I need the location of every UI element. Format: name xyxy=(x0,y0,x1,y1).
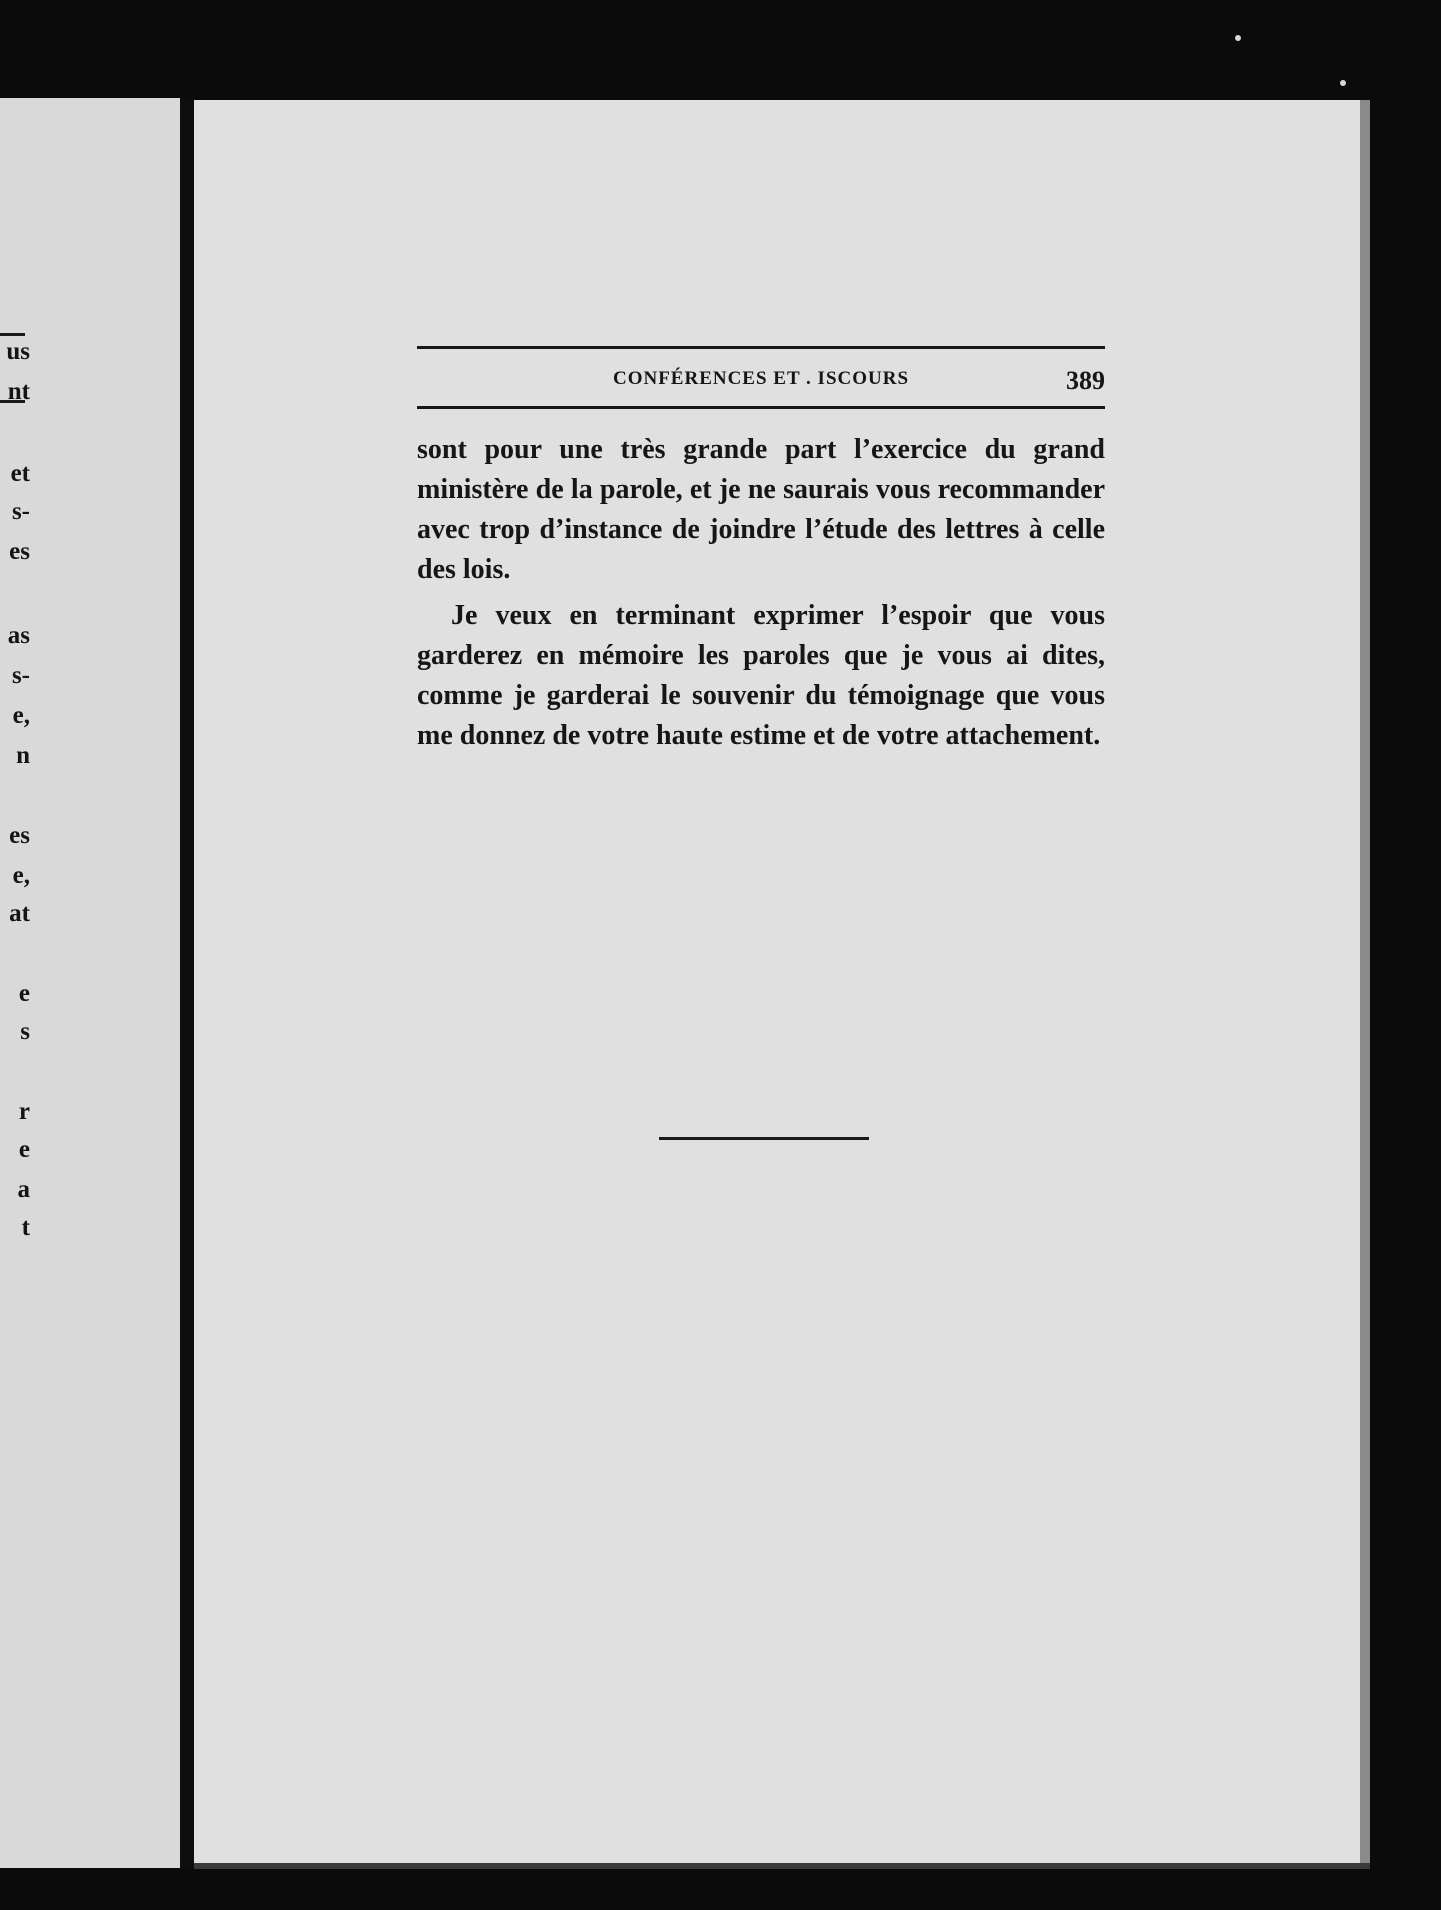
left-page-line-fragment: e, xyxy=(12,862,30,889)
left-page xyxy=(0,98,182,1868)
left-page-line-fragment: e, xyxy=(12,702,30,729)
left-page-line-fragment: s- xyxy=(11,662,30,689)
left-page-line-fragment: us xyxy=(6,338,30,365)
page-bottom-edge xyxy=(194,1863,1370,1869)
book-gutter xyxy=(180,98,194,1868)
page-number: 389 xyxy=(1066,366,1105,395)
header-rule-bottom xyxy=(417,406,1105,409)
left-page-line-fragment: at xyxy=(9,900,30,927)
left-page-line-fragment: es xyxy=(9,822,30,849)
left-page-line-fragment: n xyxy=(16,742,30,769)
left-page-line-fragment: s xyxy=(20,1018,30,1045)
left-page-line-fragment: es xyxy=(9,538,30,565)
page-edge xyxy=(1360,100,1370,1863)
running-head xyxy=(417,366,1105,396)
left-page-rule-top xyxy=(0,333,25,336)
left-page-line-fragment: s- xyxy=(11,498,30,525)
left-page-line-fragment: e xyxy=(18,1136,30,1163)
left-page-line-fragment: as xyxy=(7,622,30,649)
left-page-line-fragment: a xyxy=(17,1176,30,1203)
speck xyxy=(1235,35,1241,41)
running-title: CONFÉRENCES ET . ISCOURS xyxy=(612,368,910,389)
paragraph: Je veux en terminant exprimer l’espoir que vous garderez en mémoire les paroles que je vous ai dites, comme je garderai le souvenir du témoignage que vous me donnez de votre haute estime et de votre attachement. xyxy=(417,600,1105,751)
header-rule-top xyxy=(417,346,1105,349)
body-text xyxy=(417,430,1105,756)
speck xyxy=(1340,80,1346,86)
left-page-line-fragment: r xyxy=(18,1098,30,1125)
right-page xyxy=(194,100,1360,1863)
left-page-line-fragment: t xyxy=(21,1214,30,1241)
left-page-line-fragment: et xyxy=(10,460,30,487)
paragraph: sont pour une très grande part l’exercice du grand ministère de la parole, et je ne saurais vous recommander avec trop d’instance de joindre l’étude des lettres à celle des lois. xyxy=(417,434,1105,585)
left-page-line-fragment: nt xyxy=(7,378,30,405)
left-page-line-fragment: e xyxy=(18,980,30,1007)
end-rule xyxy=(659,1137,869,1140)
